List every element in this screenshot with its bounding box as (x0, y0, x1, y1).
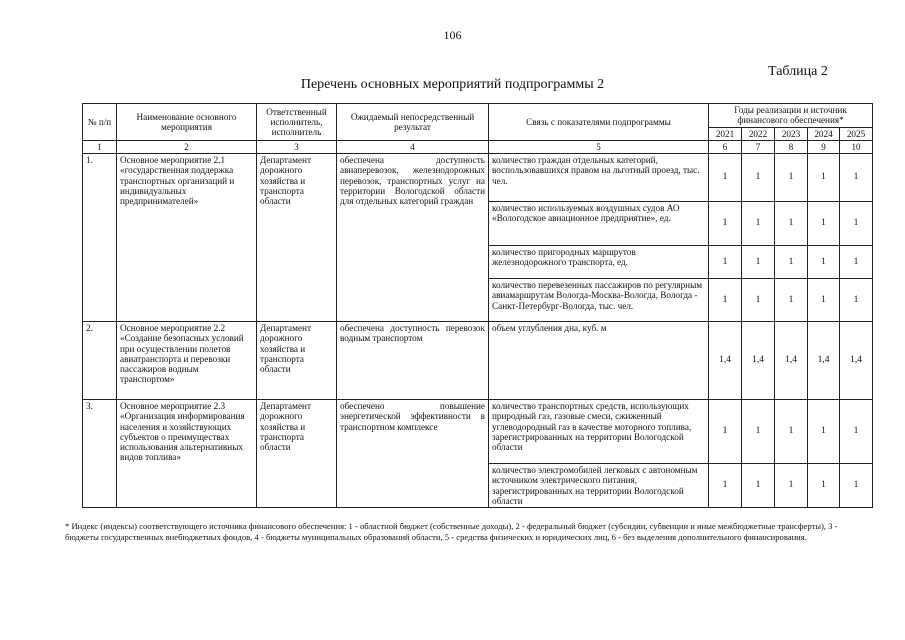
measure-result: обеспечена доступность авиаперевозок, железнодорожных перевозок, транспортных услуг на территории Вологодской области для отдельных категорий граждан (337, 153, 489, 321)
column-number: 5 (489, 140, 709, 153)
header-year: 2023 (775, 127, 808, 140)
indicator-value: 1 (709, 153, 742, 201)
column-number: 3 (257, 140, 337, 153)
indicator-value: 1 (742, 153, 775, 201)
header-years-group: Годы реализации и источник финансового обеспечения* (709, 104, 873, 128)
header-indicators: Связь с показателями подпрограммы (489, 104, 709, 141)
measure-result: обеспечено повышение энергетической эффективности в транспортном комплексе (337, 399, 489, 507)
column-number: 2 (117, 140, 257, 153)
indicator-text: количество электромобилей легковых с автономным источником электрического питания, зарегистрированных на территории Вологодской области (489, 463, 709, 507)
column-number: 8 (775, 140, 808, 153)
header-year: 2021 (709, 127, 742, 140)
document-title: Перечень основных мероприятий подпрограммы 2 (300, 77, 605, 92)
header-executor: Ответственный исполнитель, исполнитель (257, 104, 337, 141)
indicator-value: 1,4 (808, 321, 840, 399)
indicator-value: 1 (709, 278, 742, 321)
column-number-row (83, 140, 873, 153)
table-row (83, 153, 873, 201)
indicator-value: 1 (709, 201, 742, 245)
indicator-value: 1 (742, 245, 775, 278)
footnote: * Индекс (индексы) соответствующего источника финансового обеспечения: 1 - областной бюджет (собственные доходы), 2 - федеральный бюджет (субсидии, субвенции и иные межбюджетные трансферты), 3 - бюджеты государственных внебюджетных фондов, 4 - бюджеты муниципальных образований области, 5 - средства физических и юридических лиц, 6 - без выделения дополнительного финансирования. (65, 521, 838, 543)
indicator-text: количество граждан отдельных категорий, воспользовавшихся правом на льготный проезд, тыс. чел. (489, 153, 709, 201)
measures-table (82, 103, 873, 508)
indicator-value: 1 (840, 399, 873, 463)
column-number: 4 (337, 140, 489, 153)
indicator-value: 1 (808, 278, 840, 321)
column-number: 6 (709, 140, 742, 153)
indicator-value: 1 (808, 399, 840, 463)
indicator-text: количество транспортных средств, использующих природный газ, газовые смеси, сжиженный углеводородный газ в качестве моторного топлива, зарегистрированных на территории Вологодской области (489, 399, 709, 463)
column-number: 7 (742, 140, 775, 153)
row-num: 1. (83, 153, 117, 321)
header-year: 2025 (840, 127, 873, 140)
indicator-value: 1 (775, 201, 808, 245)
table-row (83, 399, 873, 463)
indicator-value: 1 (742, 399, 775, 463)
indicator-text: количество используемых воздушных судов АО «Вологодское авиационное предприятие», ед. (489, 201, 709, 245)
measure-result: обеспечена доступность перевозок водным транспортом (337, 321, 489, 399)
indicator-value: 1 (775, 399, 808, 463)
indicator-value: 1 (775, 245, 808, 278)
indicator-text: объем углубления дна, куб. м (489, 321, 709, 399)
indicator-value: 1 (840, 245, 873, 278)
header-year: 2024 (808, 127, 840, 140)
indicator-value: 1 (709, 463, 742, 507)
indicator-value: 1 (775, 463, 808, 507)
indicator-value: 1 (808, 245, 840, 278)
measure-executor: Департамент дорожного хозяйства и транспорта области (257, 399, 337, 507)
indicator-value: 1 (742, 201, 775, 245)
measure-name: Основное мероприятие 2.1 «государственная поддержка транспортных организаций и индивидуальных предпринимателей» (117, 153, 257, 321)
measure-executor: Департамент дорожного хозяйства и транспорта области (257, 321, 337, 399)
header-name: Наименование основного мероприятия (117, 104, 257, 141)
row-num: 2. (83, 321, 117, 399)
measure-name: Основное мероприятие 2.2 «Создание безопасных условий при осуществлении полетов авиатранспорта и перевозки пассажиров водным транспортом» (117, 321, 257, 399)
header-result: Ожидаемый непосредственный результат (337, 104, 489, 141)
indicator-value: 1 (775, 278, 808, 321)
indicator-value: 1,4 (742, 321, 775, 399)
measure-name: Основное мероприятие 2.3 «Организация информирования населения и хозяйствующих субъектов о преимуществах использования альтернативных видов топлива» (117, 399, 257, 507)
indicator-value: 1 (808, 153, 840, 201)
column-number: 10 (840, 140, 873, 153)
indicator-value: 1 (742, 278, 775, 321)
column-number: 9 (808, 140, 840, 153)
table-label: Таблица 2 (768, 64, 828, 79)
indicator-value: 1 (840, 278, 873, 321)
indicator-value: 1,4 (775, 321, 808, 399)
indicator-value: 1,4 (840, 321, 873, 399)
measure-executor: Департамент дорожного хозяйства и транспорта области (257, 153, 337, 321)
table-row (83, 321, 873, 399)
indicator-text: количество пригородных маршрутов железнодорожного транспорта, ед. (489, 245, 709, 278)
indicator-value: 1 (808, 463, 840, 507)
indicator-value: 1 (775, 153, 808, 201)
indicator-value: 1 (742, 463, 775, 507)
indicator-value: 1 (709, 399, 742, 463)
column-number: 1 (83, 140, 117, 153)
header-num: № п/п (83, 104, 117, 141)
row-num: 3. (83, 399, 117, 507)
header-year: 2022 (742, 127, 775, 140)
indicator-value: 1 (808, 201, 840, 245)
indicator-value: 1 (840, 153, 873, 201)
indicator-value: 1 (840, 463, 873, 507)
indicator-value: 1 (840, 201, 873, 245)
indicator-value: 1,4 (709, 321, 742, 399)
page-number: 106 (443, 28, 462, 42)
indicator-value: 1 (709, 245, 742, 278)
indicator-text: количество перевезенных пассажиров по регулярным авиамаршрутам Вологда-Москва-Вологда, Вологда - Санкт-Петербург-Вологда, тыс. чел. (489, 278, 709, 321)
